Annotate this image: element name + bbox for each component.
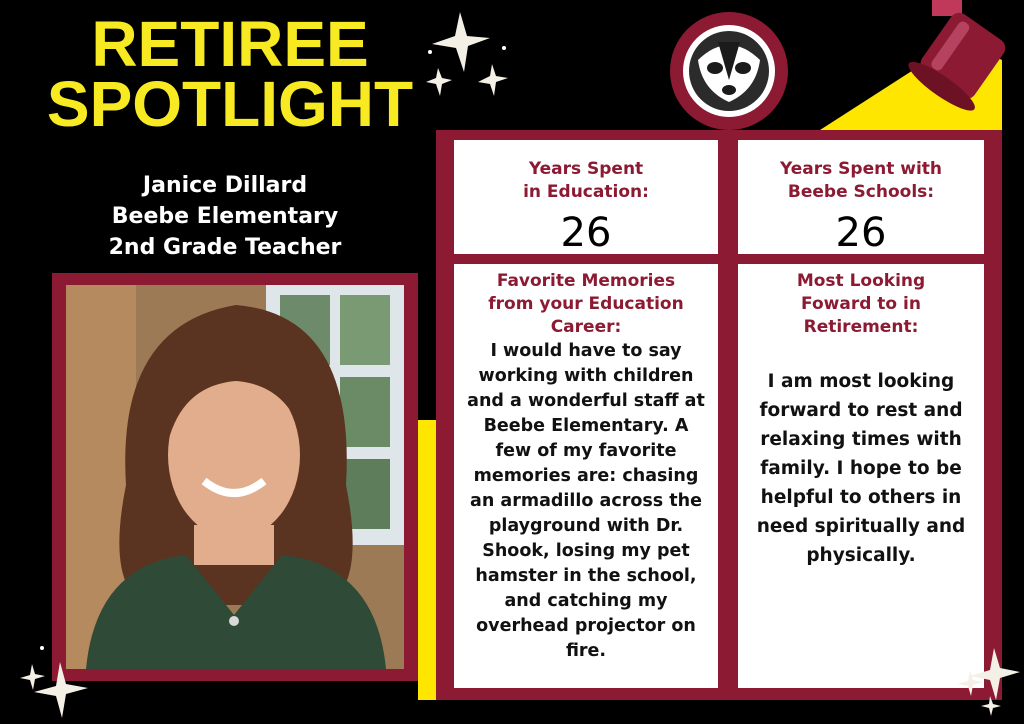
district-logo <box>668 10 790 132</box>
headline <box>20 8 440 140</box>
person-name: Janice Dillard <box>142 173 308 198</box>
info-panel <box>436 130 1002 700</box>
years-beebe-label2: Beebe Schools: <box>787 182 935 202</box>
person-info <box>60 170 390 263</box>
memories-label1: Favorite Memories <box>496 271 676 291</box>
headline-line1: RETIREE <box>91 8 369 80</box>
years-education-label2: in Education: <box>523 182 649 202</box>
sparkles-icon <box>420 8 520 108</box>
spotlight-icon <box>880 0 1024 120</box>
headline-line2: SPOTLIGHT <box>46 68 414 140</box>
retirement-label3: Retirement: <box>803 317 919 337</box>
years-education-value: 26 <box>560 210 612 256</box>
years-beebe-label1: Years Spent with <box>779 159 943 179</box>
years-education-card <box>454 140 718 254</box>
sparkles-icon-bottom-left <box>14 640 94 720</box>
memories-label3: Career: <box>550 317 622 337</box>
memories-card <box>454 264 718 688</box>
memories-text: I would have to say working with children and a wonderful staff at Beebe Elementary. A few of my favorite memories are: chasing an armadillo across the playground with Dr. Shook, losing my pet hamster in the school, and catching my overhead projector on fire. <box>467 341 705 661</box>
years-beebe-card <box>738 140 984 254</box>
retirement-label2: Foward to in <box>801 294 921 314</box>
photo-frame <box>52 273 418 681</box>
retirement-text: I am most looking forward to rest and relaxing times with family. I hope to be helpful to others in need spiritually and physically. <box>756 371 966 566</box>
sparkles-icon-bottom-right <box>950 640 1024 720</box>
person-role: 2nd Grade Teacher <box>108 235 342 260</box>
years-education-label1: Years Spent <box>528 159 644 179</box>
retirement-label1: Most Looking <box>796 271 926 291</box>
years-beebe-value: 26 <box>835 210 887 256</box>
retirement-card <box>738 264 984 688</box>
memories-label2: from your Education <box>488 294 684 314</box>
person-school: Beebe Elementary <box>111 204 339 229</box>
portrait-photo <box>66 285 404 669</box>
